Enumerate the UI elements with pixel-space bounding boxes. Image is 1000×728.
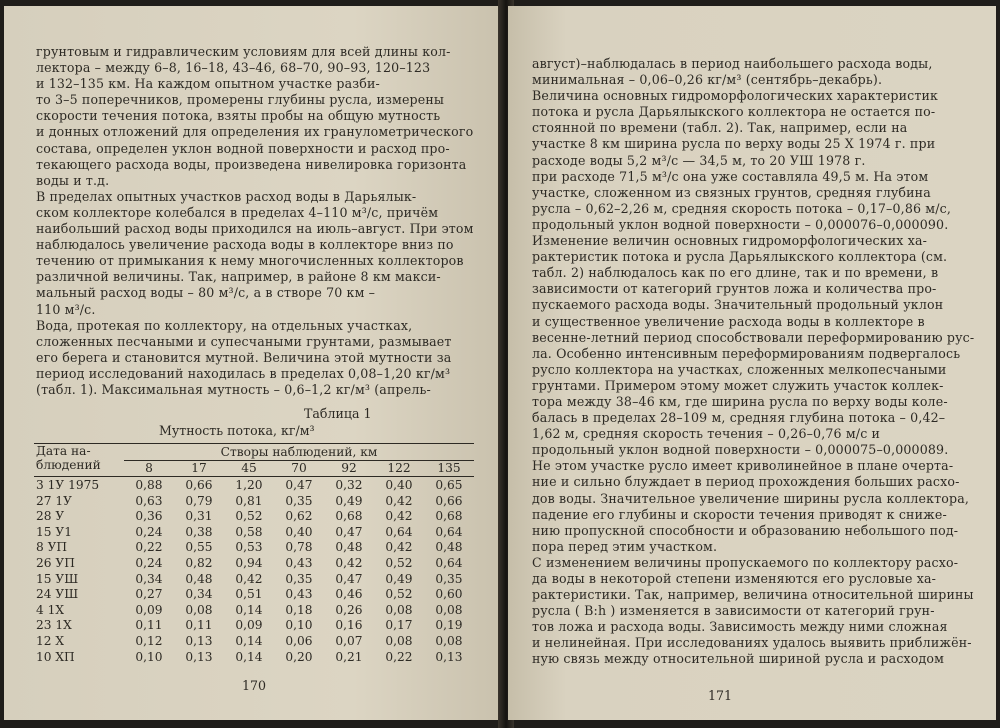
turbidity-value: 0,60	[435, 587, 463, 602]
turbidity-value: 0,18	[285, 602, 313, 617]
turbidity-value: 0,08	[385, 602, 413, 617]
row-date: 12 Х	[36, 633, 65, 648]
text-line: В пределах опытных участков расход воды в Дарьялык-	[36, 188, 417, 204]
text-line: тора между 38–46 км, где ширина русла по верху воды коле-	[532, 393, 948, 409]
turbidity-value: 0,13	[185, 633, 213, 648]
text-line: да воды в некоторой степени изменяются его русловые ха-	[532, 571, 937, 586]
turbidity-value: 0,10	[285, 618, 313, 633]
turbidity-value: 0,43	[285, 555, 313, 570]
turbidity-value: 0,55	[185, 540, 213, 555]
table-caption: Таблица 1	[304, 406, 372, 421]
turbidity-value: 0,79	[185, 493, 213, 508]
text-line: русло коллектора на участках, сложенных мелкопесчаными	[532, 361, 947, 377]
text-line: тов ложа и расхода воды. Зависимость между ними сложная	[532, 619, 948, 635]
text-line: русла ( B:h ) изменяется в зависимости от категорий грун-	[532, 603, 935, 619]
text-line: ском коллекторе колебался в пределах 4–110 м³/с, причём	[36, 204, 439, 220]
turbidity-value: 0,52	[385, 555, 413, 570]
turbidity-value: 0,08	[385, 633, 413, 648]
table-row	[34, 493, 474, 509]
turbidity-value: 0,47	[335, 524, 363, 539]
row-date: 8 УП	[36, 540, 68, 555]
turbidity-value: 0,78	[285, 540, 313, 555]
turbidity-value: 0,94	[235, 555, 263, 570]
turbidity-value: 0,48	[185, 571, 213, 586]
station-header: 8	[124, 460, 174, 477]
turbidity-value: 0,22	[135, 540, 163, 555]
turbidity-value: 0,47	[335, 571, 363, 586]
text-line: сложенных песчаными и супесчаными грунтами, размывает	[36, 333, 452, 349]
text-line: лектора – между 6–8, 16–18, 43–46, 68–70, 90–93, 120–123	[36, 60, 431, 76]
text-line: скорости течения потока, взяты пробы на общую мутность	[36, 108, 441, 124]
text-line: рактеристики. Так, например, величина относительной ширины	[532, 587, 974, 603]
page-number-left: 170	[242, 678, 267, 693]
turbidity-value: 0,08	[435, 633, 463, 648]
turbidity-value: 0,35	[285, 493, 313, 508]
table-row	[34, 508, 474, 524]
table-row	[34, 586, 474, 602]
text-line: при расходе 71,5 м³/с она уже составляла 49,5 м. На этом	[532, 168, 929, 184]
text-line: дов воды. Значительное увеличение ширины русла коллектора,	[532, 490, 970, 506]
turbidity-value: 0,31	[185, 509, 213, 524]
table-row	[34, 477, 474, 493]
turbidity-value: 0,08	[435, 602, 463, 617]
turbidity-value: 0,22	[385, 649, 413, 664]
station-header: 45	[224, 460, 274, 477]
text-line: грунтами. Примером этому может служить участок коллек-	[532, 377, 944, 393]
row-date: 10 ХП	[36, 649, 75, 664]
turbidity-value: 0,09	[135, 602, 163, 617]
turbidity-value: 0,64	[385, 524, 413, 539]
text-line: падение его глубины и скорости течения приводят к сниже-	[532, 506, 947, 522]
turbidity-value: 0,08	[185, 602, 213, 617]
station-header: 92	[324, 460, 374, 477]
left-page-text	[36, 44, 474, 398]
turbidity-value: 0,24	[135, 524, 163, 539]
turbidity-value: 0,42	[385, 509, 413, 524]
text-line: различной величины. Так, например, в районе 8 км макси-	[36, 269, 441, 285]
text-line: русла – 0,62–2,26 м, средняя скорость потока – 0,17–0,86 м/с,	[532, 200, 951, 216]
page-number-right: 171	[708, 688, 733, 703]
row-date: 27 1У	[36, 493, 72, 508]
table-row	[34, 602, 474, 618]
text-line: (табл. 1). Максимальная мутность – 0,6–1,2 кг/м³ (апрель-	[36, 381, 431, 397]
text-line: минимальная – 0,06–0,26 кг/м³ (сентябрь–декабрь).	[532, 72, 883, 88]
turbidity-value: 0,58	[235, 524, 263, 539]
text-line: текающего расхода воды, произведена нивелировка горизонта	[36, 156, 467, 172]
text-line: расходе воды 5,2 м³/с — 34,5 м, то 20 УШ 1978 г.	[532, 152, 866, 168]
turbidity-value: 0,62	[285, 509, 313, 524]
right-page-text	[532, 56, 974, 668]
turbidity-value: 0,38	[185, 524, 213, 539]
row-date: 28 У	[36, 509, 65, 524]
text-line: и донных отложений для определения их гранулометрического	[36, 124, 474, 140]
turbidity-table	[34, 443, 474, 664]
turbidity-value: 0,49	[335, 493, 363, 508]
text-line: продольный уклон водной поверхности – 0,000076–0,000090.	[532, 216, 949, 232]
row-date: 4 1Х	[36, 602, 65, 617]
turbidity-value: 0,09	[235, 618, 263, 633]
left-page	[4, 6, 504, 720]
turbidity-value: 0,11	[185, 618, 213, 633]
text-line: Величина основных гидроморфологических характеристик	[532, 88, 939, 104]
turbidity-value: 0,13	[185, 649, 213, 664]
turbidity-value: 0,35	[435, 571, 463, 586]
turbidity-value: 0,65	[435, 477, 463, 492]
station-header: 17	[174, 460, 224, 477]
text-line: Не этом участке русло имеет криволинейное в плане очерта-	[532, 458, 954, 474]
text-line: и 132–135 км. На каждом опытном участке разби-	[36, 76, 380, 92]
text-line: ную связь между относительной шириной русла и расходом	[532, 651, 945, 667]
text-line: Вода, протекая по коллектору, на отдельных участках,	[36, 317, 413, 333]
turbidity-value: 0,20	[285, 649, 313, 664]
text-line: период исследований находилась в пределах 0,08–1,20 кг/м³	[36, 365, 451, 381]
turbidity-value: 0,21	[335, 649, 363, 664]
text-line: мальный расход воды – 80 м³/с, а в створе 70 км –	[36, 285, 376, 301]
text-line: наибольший расход воды приходился на июль–август. При этом	[36, 221, 474, 237]
turbidity-value: 0,26	[335, 602, 363, 617]
text-line: рактеристик потока и русла Дарьялыкского коллектора (см.	[532, 249, 948, 265]
text-line: пускаемого расхода воды. Значительный продольный уклон	[532, 297, 944, 313]
turbidity-value: 0,07	[335, 633, 363, 648]
right-page	[508, 6, 996, 720]
text-line: воды и т.д.	[36, 172, 110, 188]
turbidity-value: 0,40	[385, 477, 413, 492]
text-line: его берега и становится мутной. Величина этой мутности за	[36, 349, 452, 365]
turbidity-value: 0,68	[435, 509, 463, 524]
text-line: грунтовым и гидравлическим условиям для всей длины кол-	[36, 44, 451, 59]
text-line: С изменением величины пропускаемого по коллектору расхо-	[532, 554, 959, 570]
turbidity-value: 0,81	[235, 493, 263, 508]
text-line: Изменение величин основных гидроморфологических ха-	[532, 233, 928, 249]
turbidity-value: 0,52	[385, 587, 413, 602]
table-row	[34, 540, 474, 556]
turbidity-value: 0,06	[285, 633, 313, 648]
text-line: 110 м³/с.	[36, 301, 96, 317]
turbidity-value: 0,16	[335, 618, 363, 633]
turbidity-value: 0,24	[135, 555, 163, 570]
turbidity-value: 0,14	[235, 649, 263, 664]
turbidity-value: 0,63	[135, 493, 163, 508]
turbidity-value: 0,64	[435, 524, 463, 539]
text-line: пора перед этим участком.	[532, 538, 718, 554]
turbidity-value: 0,66	[185, 477, 213, 492]
turbidity-value: 0,27	[135, 587, 163, 602]
table-body	[34, 477, 474, 665]
turbidity-value: 0,47	[285, 477, 313, 492]
turbidity-value: 0,17	[385, 618, 413, 633]
turbidity-value: 0,43	[285, 587, 313, 602]
turbidity-value: 0,51	[235, 587, 263, 602]
turbidity-value: 0,11	[135, 618, 163, 633]
table-row	[34, 633, 474, 649]
table-row	[34, 524, 474, 540]
turbidity-value: 0,42	[385, 493, 413, 508]
station-header: 70	[274, 460, 324, 477]
turbidity-value: 0,42	[235, 571, 263, 586]
row-date: 23 1Х	[36, 618, 72, 633]
table-row	[34, 555, 474, 571]
text-line: ние и сильно блуждает в период прохождения больших расхо-	[532, 474, 960, 490]
turbidity-value: 0,36	[135, 509, 163, 524]
text-line: и нелинейная. При исследованиях удалось выявить приближён-	[532, 635, 972, 651]
turbidity-value: 0,34	[135, 571, 163, 586]
row-date: 3 1У 1975	[36, 477, 100, 492]
turbidity-value: 0,49	[385, 571, 413, 586]
station-header: 135	[424, 460, 474, 477]
text-line: август)–наблюдалась в период наибольшего расхода воды,	[532, 56, 933, 71]
turbidity-value: 0,19	[435, 618, 463, 633]
turbidity-value: 0,53	[235, 540, 263, 555]
turbidity-value: 0,66	[435, 493, 463, 508]
turbidity-value: 0,13	[435, 649, 463, 664]
row-date: 26 УП	[36, 555, 75, 570]
text-line: нию пропускной способности и образованию небольшого под-	[532, 522, 959, 538]
turbidity-value: 0,46	[335, 587, 363, 602]
turbidity-value: 0,52	[235, 509, 263, 524]
turbidity-value: 0,12	[135, 633, 163, 648]
text-line: стоянной по времени (табл. 2). Так, например, если на	[532, 120, 908, 136]
text-line: ла. Особенно интенсивным переформированиям подвергалось	[532, 345, 961, 361]
turbidity-value: 0,10	[135, 649, 163, 664]
text-line: и существенное увеличение расхода воды в коллекторе в	[532, 313, 925, 329]
table-row	[34, 618, 474, 634]
stations-header: Створы наблюдений, км	[124, 444, 474, 461]
text-line: течению от примыкания к нему многочисленных коллекторов	[36, 253, 464, 269]
turbidity-value: 0,48	[435, 540, 463, 555]
turbidity-value: 0,14	[235, 633, 263, 648]
date-column-header: Дата на- блюдений	[34, 444, 124, 477]
text-line: потока и русла Дарьялыкского коллектора не остается по-	[532, 104, 936, 120]
turbidity-value: 0,34	[185, 587, 213, 602]
table-title: Мутность потока, кг/м³	[159, 423, 315, 438]
text-line: 1,62 м, средняя скорость течения – 0,26–0,76 м/с и	[532, 426, 881, 442]
row-date: 15 УШ	[36, 571, 79, 586]
text-line: то 3–5 поперечников, промерены глубины русла, измерены	[36, 92, 445, 108]
turbidity-value: 0,14	[235, 602, 263, 617]
text-line: зависимости от категорий грунтов ложа и количества про-	[532, 281, 937, 297]
text-line: участке 8 км ширина русла по верху воды 25 Х 1974 г. при	[532, 136, 936, 152]
turbidity-value: 0,42	[385, 540, 413, 555]
text-line: наблюдалось увеличение расхода воды в коллекторе вниз по	[36, 237, 454, 253]
turbidity-value: 0,32	[335, 477, 363, 492]
text-line: продольный уклон водной поверхности – 0,000075–0,000089.	[532, 442, 949, 458]
turbidity-value: 0,68	[335, 509, 363, 524]
turbidity-value: 0,82	[185, 555, 213, 570]
text-line: участке, сложенном из связных грунтов, средняя глубина	[532, 184, 931, 200]
text-line: весенне-летний период способствовали переформированию рус-	[532, 329, 975, 345]
turbidity-value: 0,48	[335, 540, 363, 555]
station-header: 122	[374, 460, 424, 477]
row-date: 15 У1	[36, 524, 72, 539]
turbidity-value: 0,35	[285, 571, 313, 586]
turbidity-value: 0,40	[285, 524, 313, 539]
turbidity-value: 0,88	[135, 477, 163, 492]
row-date: 24 УШ	[36, 587, 79, 602]
turbidity-value: 1,20	[235, 477, 263, 492]
table-row	[34, 571, 474, 587]
turbidity-value: 0,42	[335, 555, 363, 570]
text-line: состава, определен уклон водной поверхности и расход про-	[36, 140, 450, 156]
turbidity-value: 0,64	[435, 555, 463, 570]
table-row	[34, 649, 474, 665]
text-line: табл. 2) наблюдалось как по его длине, так и по времени, в	[532, 265, 939, 281]
text-line: балась в пределах 28–109 м, средняя глубина потока – 0,42–	[532, 410, 946, 426]
